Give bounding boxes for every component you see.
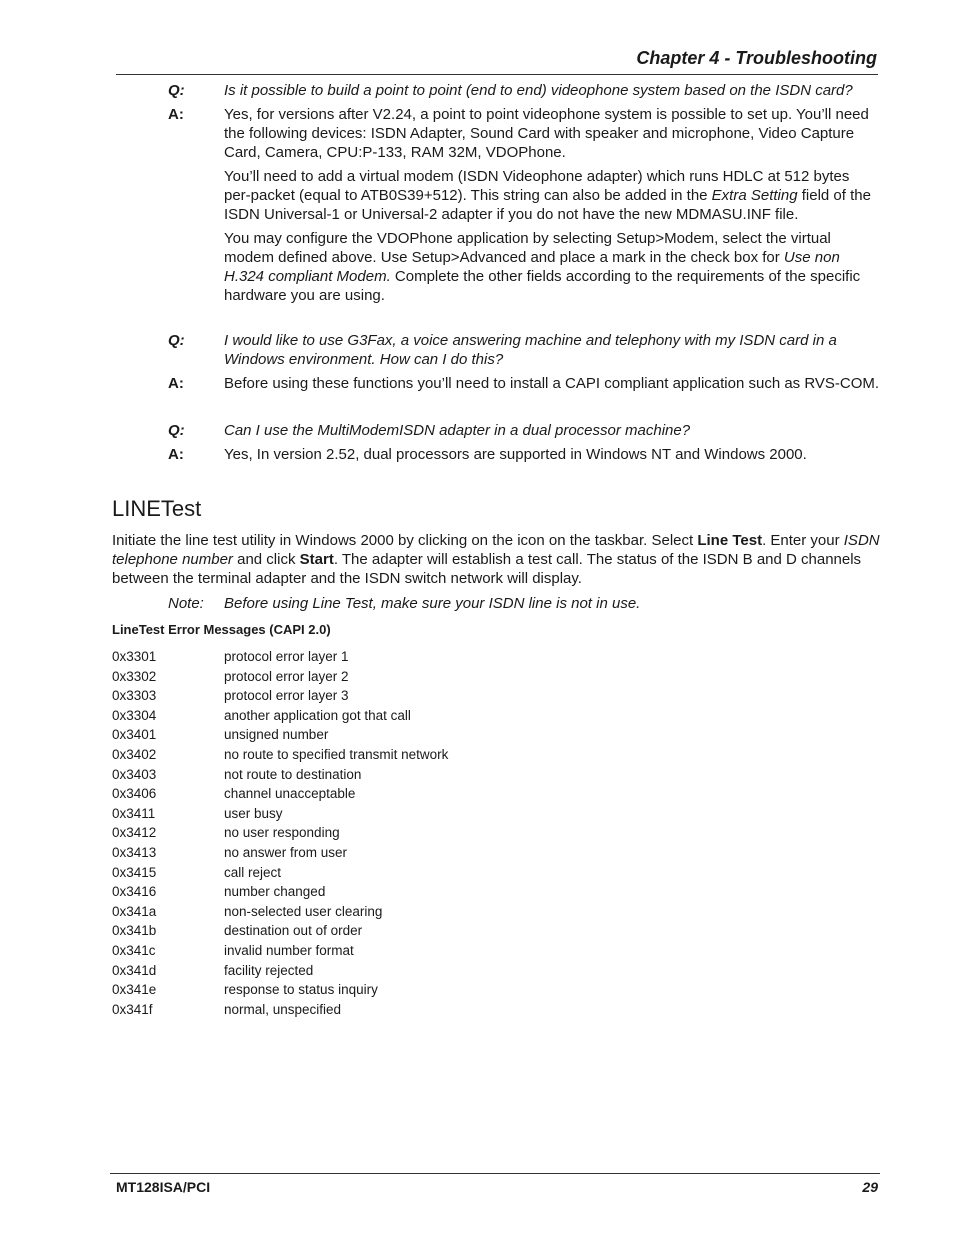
error-code: 0x3401 [112, 727, 157, 743]
italic-text: ISDN telephone number [112, 532, 880, 568]
error-message: non-selected user clearing [224, 903, 383, 919]
error-code-row [112, 961, 448, 981]
text-run: . Enter your [762, 532, 844, 549]
header-rule [116, 74, 878, 75]
question-row [168, 421, 880, 440]
error-message: destination out of order [224, 923, 363, 939]
note-label: Note: [168, 595, 204, 612]
error-code-row [112, 980, 448, 1000]
error-code: 0x3413 [112, 844, 157, 860]
answer-row [168, 445, 880, 464]
error-code: 0x3304 [112, 707, 157, 723]
error-message: not route to destination [224, 766, 362, 782]
text-run: You’ll need to add a virtual modem (ISDN Videophone adapter) which runs HDLC at 512 bytes per-packet (equal to ATB0S39+512). This string can also be added in the [224, 168, 850, 204]
answer-row [168, 374, 880, 393]
error-message: no route to specified transmit network [224, 746, 449, 762]
error-code-row [112, 784, 448, 804]
error-code-row [112, 725, 448, 745]
error-code-row [112, 941, 448, 961]
question-row [168, 331, 880, 369]
error-message: protocol error layer 2 [224, 668, 349, 684]
error-code: 0x3406 [112, 786, 157, 802]
error-message: channel unacceptable [224, 786, 356, 802]
error-message: normal, unspecified [224, 1001, 342, 1017]
error-code: 0x3403 [112, 766, 157, 782]
error-code: 0x3303 [112, 688, 157, 704]
error-code-row [112, 647, 448, 667]
error-code: 0x3302 [112, 668, 157, 684]
error-message: unsigned number [224, 727, 329, 743]
error-message: no answer from user [224, 844, 348, 860]
error-message: invalid number format [224, 942, 354, 958]
answer-paragraph [224, 229, 880, 305]
error-code: 0x3415 [112, 864, 157, 880]
error-code-row [112, 902, 448, 922]
section-title: LINETest [112, 496, 202, 521]
error-code-row [112, 667, 448, 687]
error-code: 0x3402 [112, 746, 157, 762]
error-code: 0x3412 [112, 825, 157, 841]
error-code-row [112, 745, 448, 765]
error-code-row [112, 882, 448, 902]
page-number: 29 [862, 1179, 878, 1195]
answer-paragraph [224, 167, 880, 224]
intro-paragraph [112, 531, 880, 588]
error-code-list [112, 647, 448, 1019]
answer-label: A: [168, 446, 184, 463]
faq-item-1 [168, 81, 880, 305]
error-code-row [112, 823, 448, 843]
text-run: Initiate the line test utility in Windows 2000 by clicking on the icon on the taskbar. Select [112, 532, 698, 549]
answer-text: Yes, In version 2.52, dual processors are supported in Windows NT and Windows 2000. [224, 446, 807, 463]
note-text: Before using Line Test, make sure your ISDN line is not in use. [224, 595, 641, 612]
error-message: call reject [224, 864, 282, 880]
question-text: Is it possible to build a point to point (end to end) videophone system based on the ISDN card? [224, 82, 853, 99]
footer-rule [110, 1173, 880, 1174]
error-message: response to status inquiry [224, 982, 378, 998]
error-code: 0x341d [112, 962, 157, 978]
note [168, 595, 640, 612]
error-code: 0x3416 [112, 884, 157, 900]
text-run: Complete the other fields according to the requirements of the specific hardware you are using. [224, 268, 861, 304]
bold-text: Start [299, 551, 334, 568]
error-code-row [112, 863, 448, 883]
error-code: 0x341f [112, 1001, 153, 1017]
error-message: protocol error layer 3 [224, 688, 349, 704]
answer-label: A: [168, 106, 184, 123]
error-messages-heading: LineTest Error Messages (CAPI 2.0) [112, 622, 331, 637]
question-text: I would like to use G3Fax, a voice answering machine and telephony with my ISDN card in a Windows environment. How can I do this? [224, 332, 837, 368]
error-code-row [112, 921, 448, 941]
error-message: no user responding [224, 825, 340, 841]
error-message: number changed [224, 884, 326, 900]
answer-row [168, 105, 880, 305]
text-run: and click [232, 551, 300, 568]
text-run: . The adapter will establish a test call. The status of the ISDN B and D channels between the terminal adapter and the ISDN switch network will display. [112, 551, 862, 587]
error-code-row [112, 1000, 448, 1020]
error-message: facility rejected [224, 962, 314, 978]
emphasis-text: Use non H.324 compliant Modem. [224, 249, 840, 285]
answer-label: A: [168, 375, 184, 392]
faq-item-3 [168, 421, 880, 464]
chapter-title: Chapter 4 - Troubleshooting [636, 48, 877, 68]
error-message: protocol error layer 1 [224, 649, 349, 664]
error-code: 0x3301 [112, 649, 157, 664]
question-label: Q: [168, 422, 185, 439]
footer-product: MT128ISA/PCI [116, 1179, 211, 1195]
question-label: Q: [168, 332, 185, 349]
faq-item-2 [168, 331, 880, 393]
bold-text: Line Test [697, 532, 763, 549]
error-code: 0x341a [112, 903, 157, 919]
question-label: Q: [168, 82, 185, 99]
question-text: Can I use the MultiModemISDN adapter in a dual processor machine? [224, 422, 691, 439]
error-code-row [112, 686, 448, 706]
error-code: 0x3411 [112, 805, 156, 821]
question-row [168, 81, 880, 100]
error-message: another application got that call [224, 707, 411, 723]
error-code-row [112, 706, 448, 726]
answer-paragraph: Yes, for versions after V2.24, a point to point videophone system is possible to set up. You’ll need the following devices: ISDN Adapter, Sound Card with speaker and microphone, Video Capture Card, Camera, CPU:P-133, RAM 32M, VDOPhone. [224, 106, 869, 161]
error-message: user busy [224, 805, 283, 821]
error-code-row [112, 765, 448, 785]
error-code: 0x341b [112, 923, 157, 939]
error-code-row [112, 843, 448, 863]
error-code-row [112, 804, 448, 824]
text-run: field of the ISDN Universal-1 or Universal-2 adapter if you do not have the new MDMASU.INF file. [224, 187, 871, 223]
text-run: You may configure the VDOPhone application by selecting Setup>Modem, select the virtual modem defined above. Use Setup>Advanced and place a mark in the check box for [224, 230, 831, 266]
answer-text: Before using these functions you’ll need to install a CAPI compliant application such as RVS-COM. [224, 375, 880, 392]
error-code: 0x341c [112, 942, 156, 958]
error-code: 0x341e [112, 982, 157, 998]
emphasis-text: Extra Setting [711, 187, 798, 204]
